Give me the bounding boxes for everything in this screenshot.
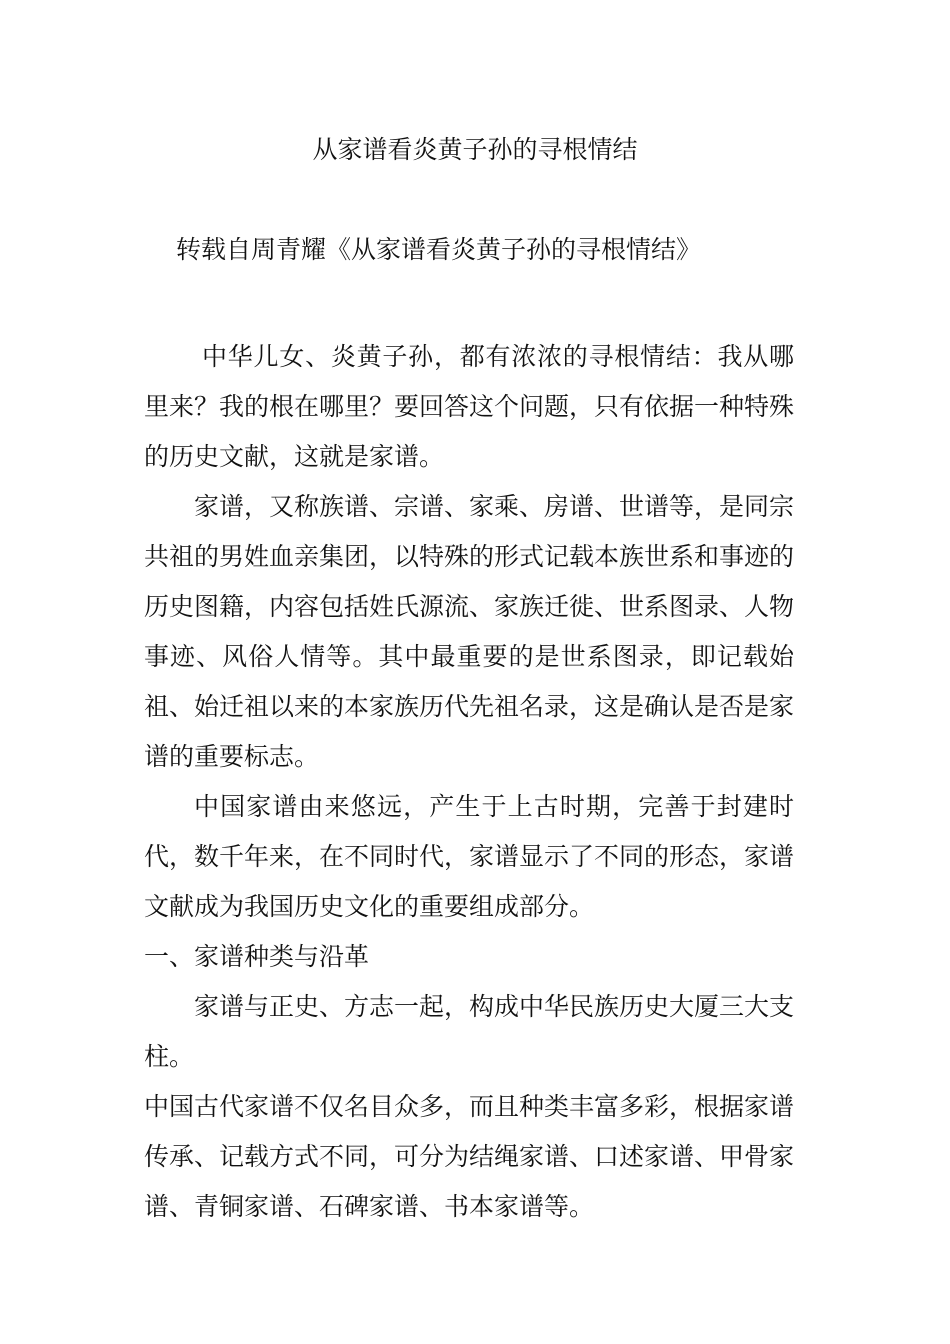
paragraph-intro: 中华儿女、炎黄子孙，都有浓浓的寻根情结：我从哪里来？我的根在哪里？要回答这个问题，只有依据一种特殊的历史文献，这就是家谱。 bbox=[144, 342, 795, 471]
paragraph-history: 中国家谱由来悠远，产生于上古时期，完善于封建时代，数千年来，在不同时代，家谱显示了不同的形态，家谱文献成为我国历史文化的重要组成部分。 bbox=[144, 792, 795, 921]
document-subtitle: 转载自周青耀《从家谱看炎黄子孙的寻根情结》 bbox=[176, 235, 702, 264]
document-body bbox=[144, 332, 794, 1232]
paragraph-definition: 家谱，又称族谱、宗谱、家乘、房谱、世谱等，是同宗共祖的男姓血亲集团，以特殊的形式记载本族世系和事迹的历史图籍，内容包括姓氏源流、家族迁徙、世系图录、人物事迹、风俗人情等。其中最重要的是世系图录，即记载始祖、始迁祖以来的本家族历代先祖名录，这是确认是否是家谱的重要标志。 bbox=[144, 492, 795, 771]
document-title: 从家谱看炎黄子孙的寻根情结 bbox=[312, 135, 638, 164]
paragraph-pillars: 家谱与正史、方志一起，构成中华民族历史大厦三大支柱。 bbox=[144, 992, 795, 1071]
paragraph-types: 中国古代家谱不仅名目众多，而且种类丰富多彩，根据家谱传承、记载方式不同，可分为结绳家谱、口述家谱、甲骨家谱、青铜家谱、石碑家谱、书本家谱等。 bbox=[144, 1092, 795, 1221]
section-heading: 一、家谱种类与沿革 bbox=[144, 942, 370, 971]
